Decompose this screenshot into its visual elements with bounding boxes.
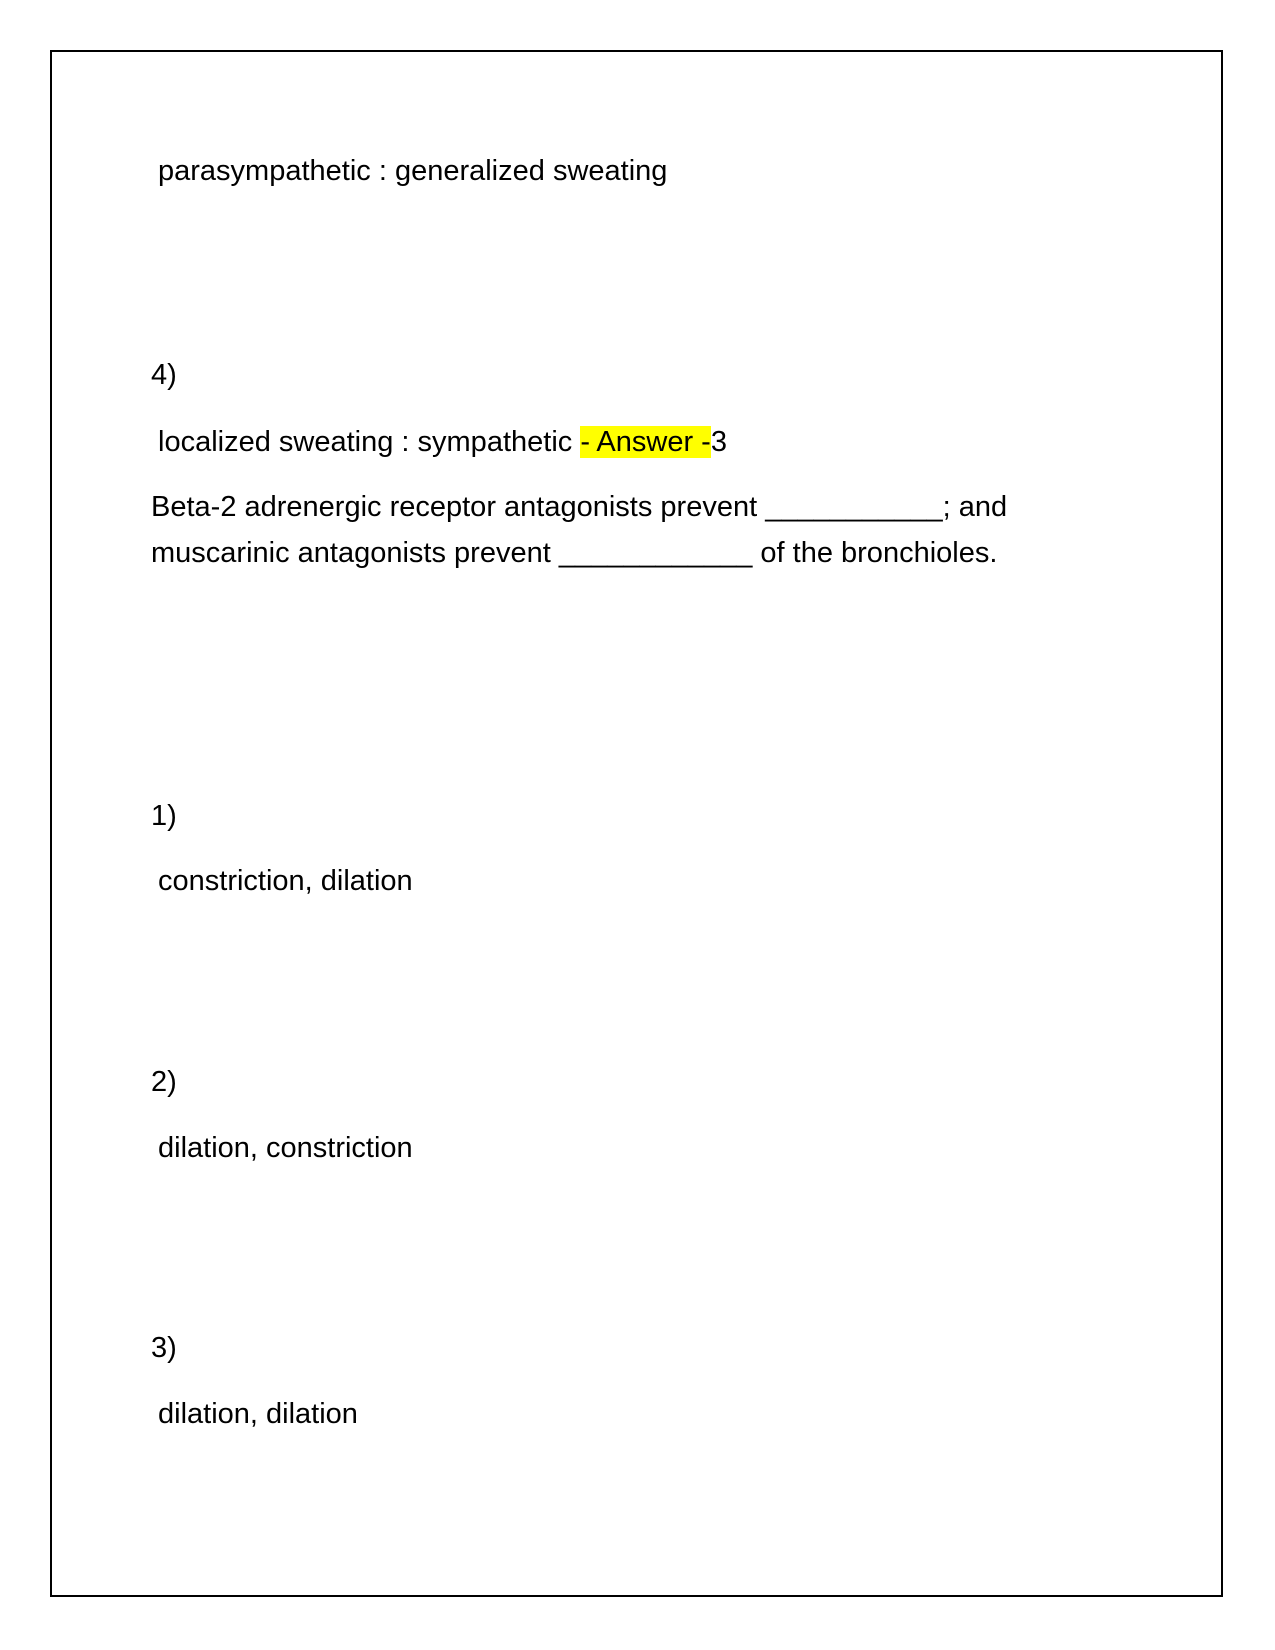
option-2-number: 2) [151, 1066, 177, 1098]
option-4-number: 4) [151, 359, 177, 391]
option-3-text: dilation, dilation [158, 1398, 358, 1430]
option-3-number: 3) [151, 1332, 177, 1364]
page-border [50, 50, 1223, 1597]
option-1-text: constriction, dilation [158, 865, 413, 897]
option-1-number: 1) [151, 800, 177, 832]
previous-option-text: parasympathetic : generalized sweating [158, 155, 668, 187]
question-line-2: muscarinic antagonists prevent ____________ of the bronchioles. [151, 537, 998, 569]
answer-value: 3 [710, 426, 727, 458]
answer-label-highlight: - Answer - [580, 426, 711, 458]
question-text [151, 484, 1007, 576]
question-line-1: Beta-2 adrenergic receptor antagonists prevent ___________; and [151, 491, 1008, 523]
option-4-line [158, 424, 727, 460]
option-4-text: localized sweating : sympathetic [158, 426, 581, 458]
option-2-text: dilation, constriction [158, 1132, 413, 1164]
